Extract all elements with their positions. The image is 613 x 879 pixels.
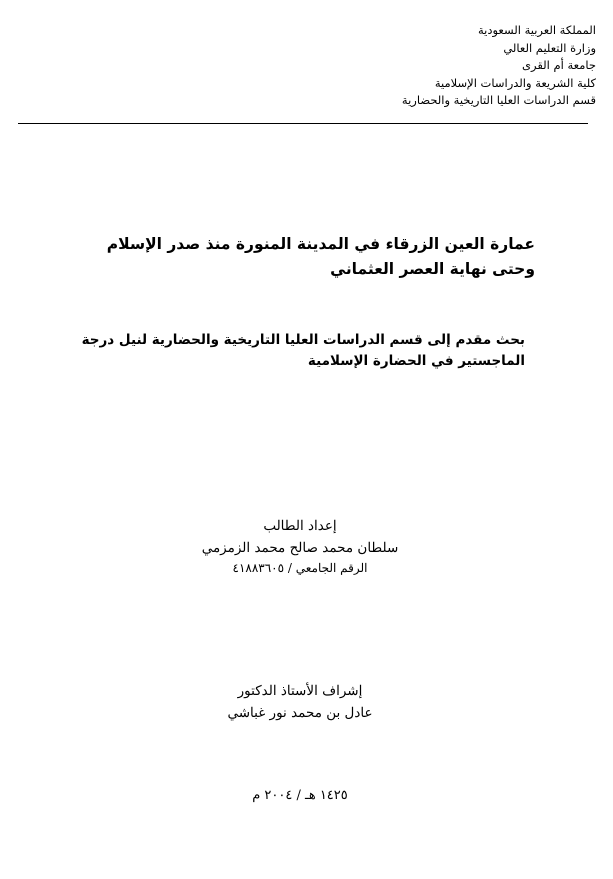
supervisor-name: عادل بن محمد نور غباشي [227, 705, 373, 721]
header-university: جامعة أم القرى [522, 58, 596, 72]
header-department: قسم الدراسات العليا التاريخية والحضارية [401, 93, 596, 107]
thesis-title: عمارة العين الزرقاء في المدينة المنورة منذ صدر الإسلام وحتى نهاية العصر العثماني [106, 235, 535, 278]
student-label: إعداد الطالب [263, 518, 337, 534]
document-date: ١٤٢٥ هـ / ٢٠٠٤ م [252, 788, 348, 803]
thesis-subtitle: بحث مقدم إلى قسم الدراسات العليا التاريخية والحضارية لنيل درجة الماجستير في الحضارة الإسلامية [81, 332, 525, 369]
student-name: سلطان محمد صالح محمد الزمزمي [201, 540, 399, 556]
supervisor-block [150, 680, 450, 724]
student-id: الرقم الجامعي / ٤١٨٨٣٦٠٥ [232, 561, 368, 575]
header-college: كلية الشريعة والدراسات الإسلامية [434, 75, 596, 90]
header-country: المملكة العربية السعودية [478, 23, 596, 37]
institution-header [296, 22, 596, 110]
header-ministry: وزارة التعليم العالي [503, 40, 596, 55]
supervisor-label: إشراف الأستاذ الدكتور [237, 683, 363, 699]
student-block [150, 515, 450, 577]
header-divider [18, 123, 588, 124]
